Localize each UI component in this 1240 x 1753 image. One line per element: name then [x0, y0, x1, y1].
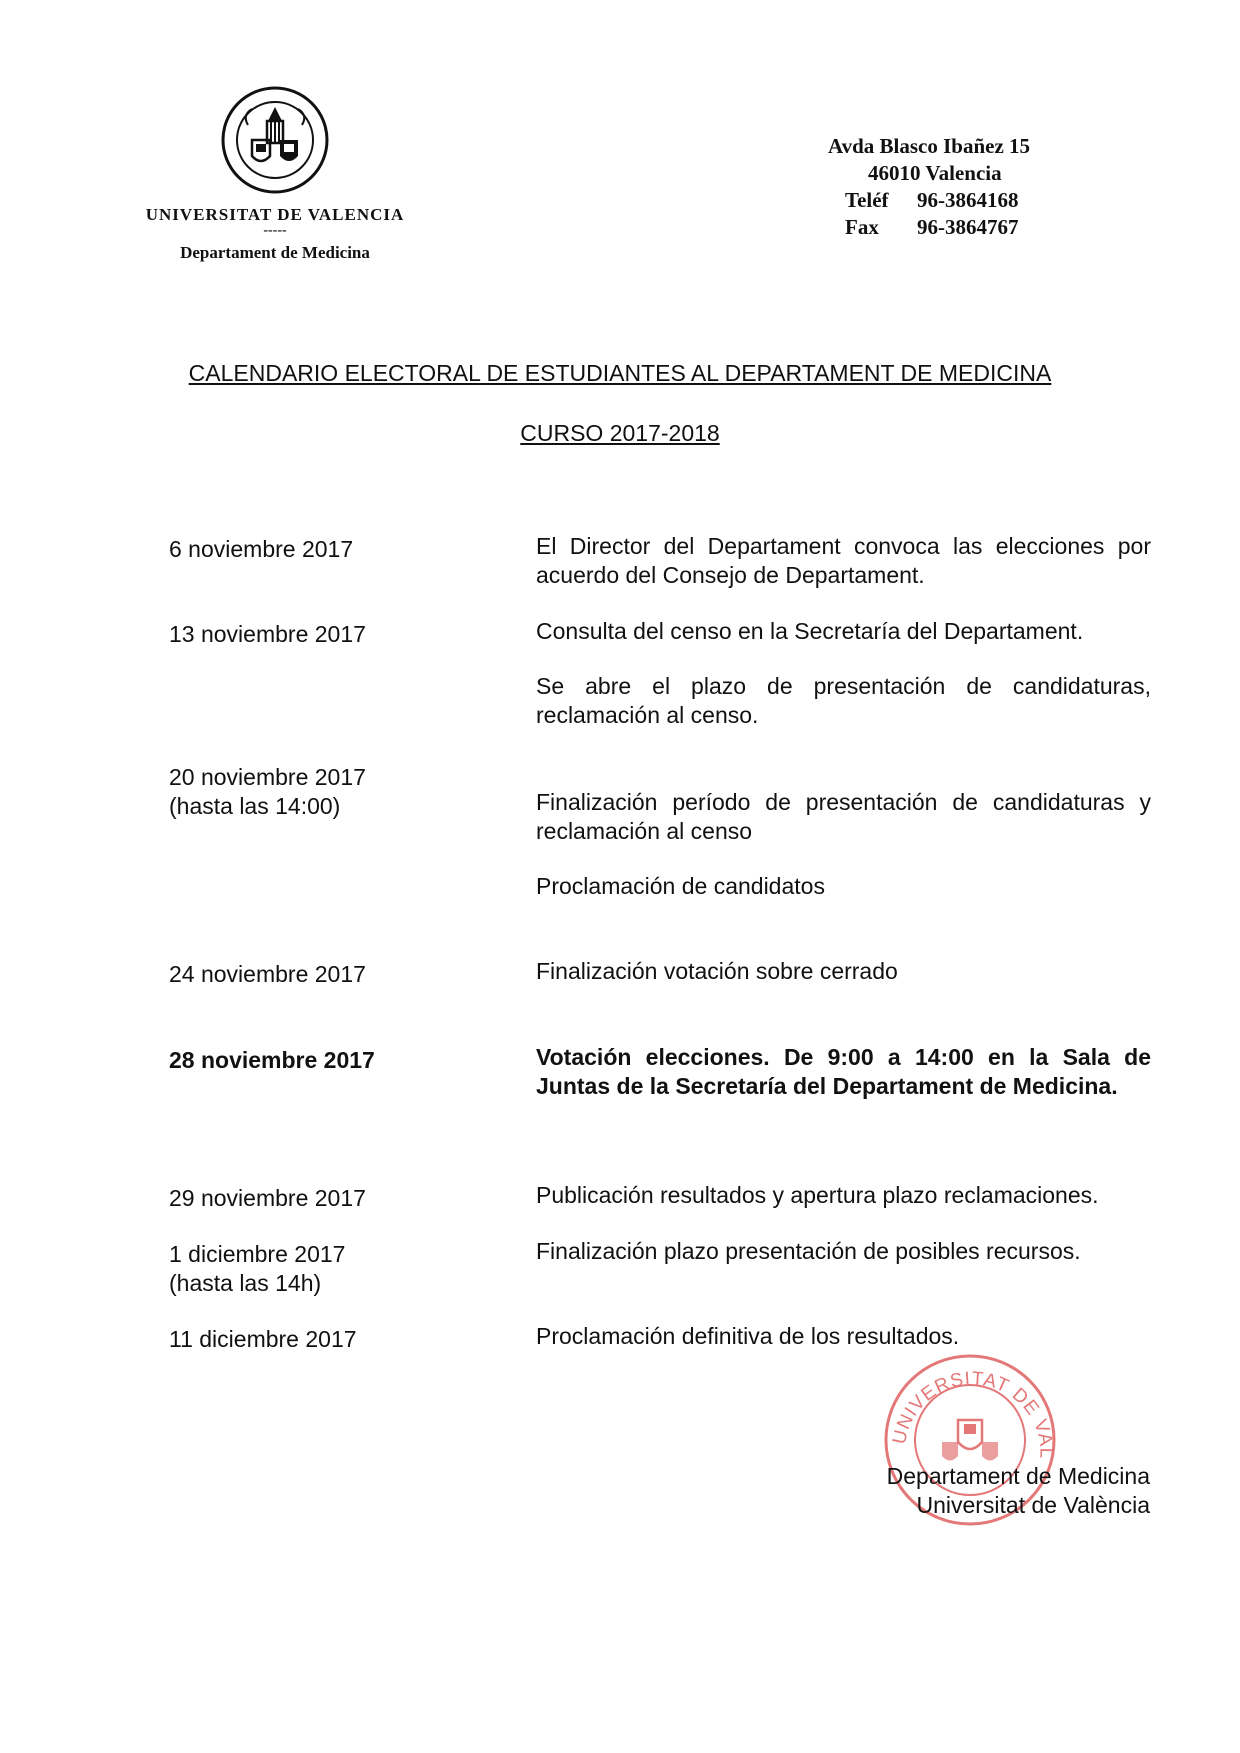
entry-description: Proclamación de candidatos: [536, 873, 825, 899]
fax-row: [800, 214, 1100, 241]
entry-description: El Director del Departament convoca las elecciones por acuerdo del Consejo de Departament.: [536, 533, 1151, 588]
entry-description: Proclamación definitiva de los resultados.: [536, 1323, 960, 1349]
address-street: Avda Blasco Ibañez 15: [828, 134, 1031, 158]
document-title: CALENDARIO ELECTORAL DE ESTUDIANTES AL DEPARTAMENT DE MEDICINA: [188, 360, 1052, 386]
entry-date: 29 noviembre 2017: [169, 1185, 366, 1211]
stamp-text: UNIVERSITAT DE VAL: [888, 1368, 1057, 1460]
fax-number: 96-3864767: [917, 215, 1019, 239]
university-name: UNIVERSITAT DE VALENCIA: [145, 205, 405, 224]
entry-date-note: (hasta las 14h): [169, 1270, 322, 1296]
signature-department: Departament de Medicina: [886, 1463, 1150, 1489]
entry-description: Finalización plazo presentación de posibles recursos.: [536, 1238, 1081, 1264]
fax-label: Fax: [845, 215, 879, 239]
entry-description: Se abre el plazo de presentación de candidaturas, reclamación al censo.: [536, 673, 1151, 728]
entry-description: Finalización período de presentación de candidaturas y reclamación al censo: [536, 789, 1151, 844]
signature-university: Universitat de València: [916, 1492, 1150, 1518]
address-city: 46010 Valencia: [868, 161, 1002, 185]
phone-row: [800, 187, 1100, 214]
entry-date: 11 diciembre 2017: [169, 1326, 357, 1352]
phone-number: 96-3864168: [917, 188, 1019, 212]
address-block: [800, 133, 1100, 241]
letterhead-left: [130, 85, 420, 263]
svg-text:UNIVERSITAT DE VALÈNCIA: [880, 1350, 1056, 1459]
entry-date: 6 noviembre 2017: [169, 536, 354, 562]
entry-date: 1 diciembre 2017: [169, 1241, 346, 1267]
entry-date: 24 noviembre 2017: [169, 961, 366, 987]
entry-date: 13 noviembre 2017: [169, 621, 366, 647]
entry-date: 20 noviembre 2017: [169, 764, 366, 790]
entry-date-note: (hasta las 14:00): [169, 793, 341, 819]
entry-description: Votación elecciones. De 9:00 a 14:00 en la Sala de Juntas de la Secretaría del Departament de Medicina.: [536, 1044, 1151, 1099]
header-separator: -----: [263, 223, 287, 238]
department-name: Departament de Medicina: [180, 243, 370, 262]
document-subtitle: CURSO 2017-2018: [520, 420, 720, 446]
signature-block: [860, 1462, 1150, 1520]
entry-description: Publicación resultados y apertura plazo reclamaciones.: [536, 1182, 1099, 1208]
entry-date: 28 noviembre 2017: [169, 1047, 375, 1073]
entry-description: Consulta del censo en la Secretaría del Departament.: [536, 618, 1084, 644]
university-seal-logo: [130, 85, 420, 195]
phone-label: Teléf: [845, 188, 889, 212]
entry-description: Finalización votación sobre cerrado: [536, 958, 898, 984]
